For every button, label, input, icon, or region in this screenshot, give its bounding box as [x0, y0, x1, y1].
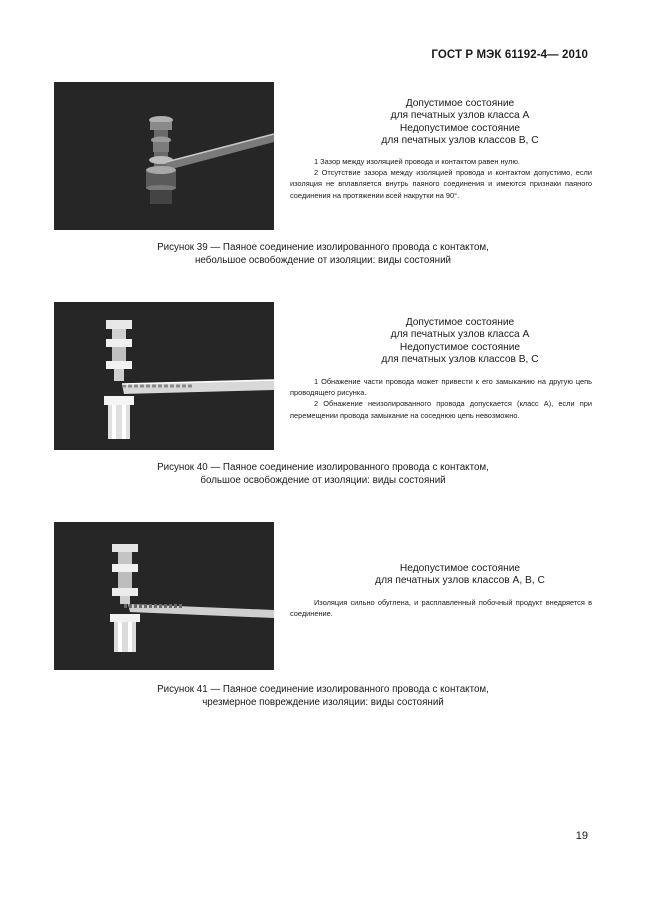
caption-line: чрезмерное повреждение изоляции: виды состояний	[202, 696, 444, 708]
status-line: для печатных узлов классов В, С	[381, 135, 539, 147]
status-line: для печатных узлов класса А	[390, 110, 530, 122]
figure-41-caption	[100, 684, 546, 709]
figure-40-status	[330, 317, 590, 367]
status-line: Допустимое состояние	[405, 98, 515, 109]
status-line: Недопустимое состояние	[399, 341, 521, 353]
status-line: для печатных узлов класса А	[390, 329, 530, 341]
status-line: Допустимое состояние	[405, 317, 515, 328]
caption-line: небольшое освобождение от изоляции: виды состояний	[194, 254, 452, 266]
note: 1 Зазор между изоляцией провода и контактом равен нулю.	[314, 157, 520, 166]
status-line: Недопустимое состояние	[399, 563, 521, 574]
caption-line: Рисунок 40 — Паяное соединение изолированного провода с контактом,	[157, 462, 489, 473]
note: Изоляция сильно обуглена, и расплавленный побочный продукт внедряется в соединение.	[290, 598, 592, 619]
note: 1 Обнажение части провода может привести к его замыканию на другую цепь проводящего рисунка.	[290, 377, 592, 398]
status-line: Недопустимое состояние	[399, 122, 521, 134]
figure-41-status	[330, 563, 590, 588]
caption-line: Рисунок 41 — Паяное соединение изолированного провода с контактом,	[157, 684, 489, 695]
figure-39-status	[330, 98, 590, 148]
note: 2 Обнажение неизолированного провода допускается (класс А), если при перемещении провода замыкание на соседнюю цепь невозможно.	[290, 399, 592, 420]
caption-line: большое освобождение от изоляции: виды состояний	[200, 474, 446, 486]
figure-40-notes	[290, 376, 592, 421]
figure-40-caption	[100, 462, 546, 487]
figure-40-photo	[54, 302, 274, 450]
figure-41-photo	[54, 522, 274, 670]
note: 2 Отсутствие зазора между изоляцией провода и контактом допустимо, если изоляция не вплавляется внутрь паяного соединения и имеются признаки паяного соединения на протяжении всей накрутки на 90°.	[290, 168, 592, 200]
status-line: для печатных узлов классов А, В, С	[375, 575, 545, 587]
figure-39-photo	[54, 82, 274, 230]
standard-header: ГОСТ Р МЭК 61192-4— 2010	[431, 49, 588, 61]
caption-line: Рисунок 39 — Паяное соединение изолированного провода с контактом,	[157, 242, 489, 253]
figure-41-notes	[290, 597, 592, 619]
figure-39-notes	[290, 156, 592, 201]
status-line: для печатных узлов классов В, С	[381, 354, 539, 366]
page-number: 19	[575, 830, 588, 842]
figure-39-caption	[100, 242, 546, 267]
